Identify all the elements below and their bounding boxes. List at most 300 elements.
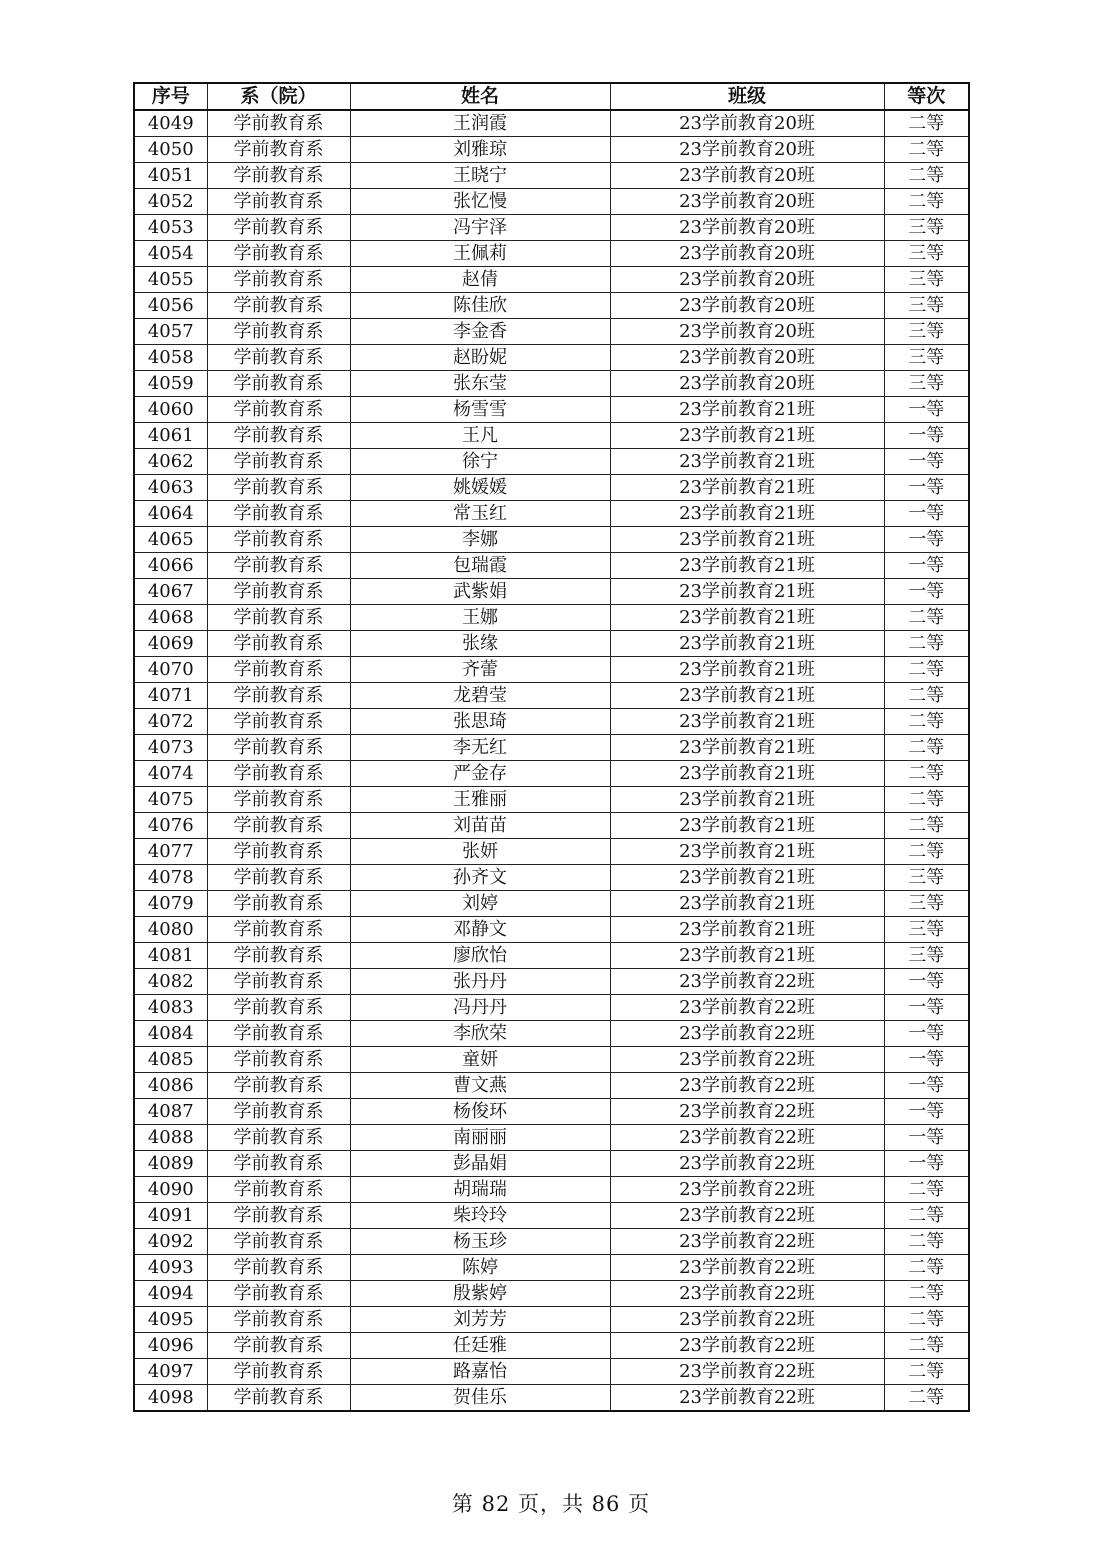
row-index: 4091 — [134, 1203, 207, 1229]
row-grade: 一等 — [884, 475, 969, 501]
row-index: 4098 — [134, 1385, 207, 1412]
row-department: 学前教育系 — [207, 371, 350, 397]
row-grade: 二等 — [884, 761, 969, 787]
row-grade: 一等 — [884, 1021, 969, 1047]
table-row — [134, 319, 969, 345]
row-grade: 二等 — [884, 1203, 969, 1229]
row-name: 刘婷 — [350, 891, 610, 917]
row-grade: 一等 — [884, 527, 969, 553]
row-index: 4063 — [134, 475, 207, 501]
row-class: 23学前教育21班 — [610, 813, 884, 839]
row-name: 张丹丹 — [350, 969, 610, 995]
row-index: 4064 — [134, 501, 207, 527]
row-class: 23学前教育22班 — [610, 1125, 884, 1151]
row-class: 23学前教育20班 — [610, 267, 884, 293]
row-department: 学前教育系 — [207, 657, 350, 683]
row-name: 严金存 — [350, 761, 610, 787]
row-department: 学前教育系 — [207, 553, 350, 579]
row-department: 学前教育系 — [207, 735, 350, 761]
row-grade: 一等 — [884, 553, 969, 579]
header-department: 系（院） — [207, 83, 350, 110]
header-name: 姓名 — [350, 83, 610, 110]
row-class: 23学前教育22班 — [610, 1281, 884, 1307]
row-index: 4090 — [134, 1177, 207, 1203]
table-row — [134, 553, 969, 579]
row-class: 23学前教育22班 — [610, 969, 884, 995]
row-name: 李无红 — [350, 735, 610, 761]
row-index: 4080 — [134, 917, 207, 943]
row-grade: 二等 — [884, 813, 969, 839]
row-department: 学前教育系 — [207, 969, 350, 995]
row-index: 4051 — [134, 163, 207, 189]
row-class: 23学前教育21班 — [610, 449, 884, 475]
row-class: 23学前教育22班 — [610, 995, 884, 1021]
row-name: 杨玉珍 — [350, 1229, 610, 1255]
row-grade: 一等 — [884, 969, 969, 995]
row-class: 23学前教育21班 — [610, 761, 884, 787]
row-department: 学前教育系 — [207, 1203, 350, 1229]
table-row — [134, 969, 969, 995]
row-department: 学前教育系 — [207, 1229, 350, 1255]
row-class: 23学前教育22班 — [610, 1333, 884, 1359]
row-class: 23学前教育21班 — [610, 657, 884, 683]
row-grade: 二等 — [884, 1229, 969, 1255]
table-row — [134, 1151, 969, 1177]
header-index: 序号 — [134, 83, 207, 110]
row-name: 南丽丽 — [350, 1125, 610, 1151]
row-class: 23学前教育21班 — [610, 787, 884, 813]
row-index: 4079 — [134, 891, 207, 917]
row-class: 23学前教育21班 — [610, 553, 884, 579]
table-row — [134, 891, 969, 917]
row-index: 4097 — [134, 1359, 207, 1385]
row-grade: 一等 — [884, 423, 969, 449]
row-grade: 二等 — [884, 709, 969, 735]
row-index: 4071 — [134, 683, 207, 709]
row-class: 23学前教育22班 — [610, 1099, 884, 1125]
row-index: 4095 — [134, 1307, 207, 1333]
row-index: 4072 — [134, 709, 207, 735]
row-class: 23学前教育21班 — [610, 423, 884, 449]
table-row — [134, 449, 969, 475]
row-class: 23学前教育20班 — [610, 110, 884, 137]
row-class: 23学前教育21班 — [610, 943, 884, 969]
row-department: 学前教育系 — [207, 1385, 350, 1412]
row-grade: 二等 — [884, 163, 969, 189]
row-class: 23学前教育20班 — [610, 293, 884, 319]
row-class: 23学前教育21班 — [610, 917, 884, 943]
row-class: 23学前教育22班 — [610, 1021, 884, 1047]
table-row — [134, 501, 969, 527]
row-name: 杨雪雪 — [350, 397, 610, 423]
row-class: 23学前教育22班 — [610, 1229, 884, 1255]
row-department: 学前教育系 — [207, 761, 350, 787]
table-body — [134, 110, 969, 1411]
row-department: 学前教育系 — [207, 605, 350, 631]
table-row — [134, 215, 969, 241]
row-index: 4055 — [134, 267, 207, 293]
table-row — [134, 709, 969, 735]
row-department: 学前教育系 — [207, 501, 350, 527]
award-table — [133, 82, 970, 1412]
row-grade: 一等 — [884, 1073, 969, 1099]
table-row — [134, 293, 969, 319]
row-class: 23学前教育22班 — [610, 1073, 884, 1099]
row-grade: 二等 — [884, 1359, 969, 1385]
row-department: 学前教育系 — [207, 943, 350, 969]
row-name: 胡瑞瑞 — [350, 1177, 610, 1203]
row-department: 学前教育系 — [207, 1151, 350, 1177]
row-index: 4053 — [134, 215, 207, 241]
row-index: 4062 — [134, 449, 207, 475]
row-name: 邓静文 — [350, 917, 610, 943]
row-department: 学前教育系 — [207, 345, 350, 371]
row-grade: 二等 — [884, 839, 969, 865]
row-index: 4058 — [134, 345, 207, 371]
table-row — [134, 1307, 969, 1333]
row-class: 23学前教育21班 — [610, 865, 884, 891]
row-grade: 二等 — [884, 137, 969, 163]
row-name: 殷紫婷 — [350, 1281, 610, 1307]
row-department: 学前教育系 — [207, 1021, 350, 1047]
row-index: 4087 — [134, 1099, 207, 1125]
row-department: 学前教育系 — [207, 267, 350, 293]
row-grade: 一等 — [884, 1125, 969, 1151]
table-row — [134, 579, 969, 605]
row-index: 4065 — [134, 527, 207, 553]
row-class: 23学前教育20班 — [610, 241, 884, 267]
row-index: 4083 — [134, 995, 207, 1021]
row-department: 学前教育系 — [207, 293, 350, 319]
row-grade: 二等 — [884, 189, 969, 215]
table-row — [134, 267, 969, 293]
row-department: 学前教育系 — [207, 1177, 350, 1203]
row-grade: 一等 — [884, 995, 969, 1021]
row-class: 23学前教育22班 — [610, 1359, 884, 1385]
row-grade: 三等 — [884, 345, 969, 371]
table-row — [134, 189, 969, 215]
table-row — [134, 1177, 969, 1203]
row-name: 廖欣怡 — [350, 943, 610, 969]
row-class: 23学前教育21班 — [610, 475, 884, 501]
row-class: 23学前教育20班 — [610, 163, 884, 189]
row-class: 23学前教育22班 — [610, 1151, 884, 1177]
row-department: 学前教育系 — [207, 1333, 350, 1359]
row-index: 4084 — [134, 1021, 207, 1047]
row-department: 学前教育系 — [207, 397, 350, 423]
row-department: 学前教育系 — [207, 1281, 350, 1307]
table-row — [134, 241, 969, 267]
row-department: 学前教育系 — [207, 995, 350, 1021]
row-department: 学前教育系 — [207, 137, 350, 163]
table-row — [134, 1229, 969, 1255]
header-class: 班级 — [610, 83, 884, 110]
table-row — [134, 397, 969, 423]
row-index: 4054 — [134, 241, 207, 267]
row-index: 4096 — [134, 1333, 207, 1359]
table-row — [134, 1203, 969, 1229]
row-index: 4082 — [134, 969, 207, 995]
row-grade: 一等 — [884, 501, 969, 527]
row-name: 王润霞 — [350, 110, 610, 137]
row-name: 李金香 — [350, 319, 610, 345]
row-index: 4056 — [134, 293, 207, 319]
row-name: 路嘉怡 — [350, 1359, 610, 1385]
row-department: 学前教育系 — [207, 1073, 350, 1099]
table-row — [134, 345, 969, 371]
row-class: 23学前教育20班 — [610, 215, 884, 241]
row-index: 4060 — [134, 397, 207, 423]
row-department: 学前教育系 — [207, 475, 350, 501]
table-row — [134, 735, 969, 761]
row-class: 23学前教育22班 — [610, 1385, 884, 1412]
row-class: 23学前教育22班 — [610, 1177, 884, 1203]
table-row — [134, 1255, 969, 1281]
row-name: 张东莹 — [350, 371, 610, 397]
header-grade: 等次 — [884, 83, 969, 110]
row-grade: 二等 — [884, 657, 969, 683]
row-department: 学前教育系 — [207, 527, 350, 553]
row-index: 4092 — [134, 1229, 207, 1255]
row-grade: 二等 — [884, 1307, 969, 1333]
row-grade: 三等 — [884, 371, 969, 397]
table-row — [134, 787, 969, 813]
row-name: 姚媛媛 — [350, 475, 610, 501]
row-name: 徐宁 — [350, 449, 610, 475]
row-class: 23学前教育21班 — [610, 397, 884, 423]
row-grade: 一等 — [884, 1047, 969, 1073]
row-name: 赵倩 — [350, 267, 610, 293]
row-grade: 二等 — [884, 1385, 969, 1412]
row-name: 童妍 — [350, 1047, 610, 1073]
row-index: 4075 — [134, 787, 207, 813]
row-index: 4070 — [134, 657, 207, 683]
row-department: 学前教育系 — [207, 1099, 350, 1125]
row-name: 李欣荣 — [350, 1021, 610, 1047]
row-class: 23学前教育21班 — [610, 709, 884, 735]
row-name: 张思琦 — [350, 709, 610, 735]
row-name: 任廷雅 — [350, 1333, 610, 1359]
page-number: 第 82 页，共 86 页 — [451, 1492, 651, 1516]
row-index: 4052 — [134, 189, 207, 215]
row-index: 4073 — [134, 735, 207, 761]
row-name: 武紫娟 — [350, 579, 610, 605]
row-index: 4077 — [134, 839, 207, 865]
row-grade: 二等 — [884, 787, 969, 813]
row-grade: 二等 — [884, 1177, 969, 1203]
row-class: 23学前教育21班 — [610, 579, 884, 605]
row-grade: 二等 — [884, 110, 969, 137]
row-department: 学前教育系 — [207, 423, 350, 449]
row-name: 刘苗苗 — [350, 813, 610, 839]
row-class: 23学前教育21班 — [610, 605, 884, 631]
row-index: 4088 — [134, 1125, 207, 1151]
table-row — [134, 657, 969, 683]
row-department: 学前教育系 — [207, 1047, 350, 1073]
table-row — [134, 1021, 969, 1047]
row-name: 王娜 — [350, 605, 610, 631]
row-name: 柴玲玲 — [350, 1203, 610, 1229]
row-index: 4089 — [134, 1151, 207, 1177]
row-index: 4074 — [134, 761, 207, 787]
row-name: 冯宇泽 — [350, 215, 610, 241]
row-index: 4059 — [134, 371, 207, 397]
row-index: 4061 — [134, 423, 207, 449]
row-name: 杨俊环 — [350, 1099, 610, 1125]
row-grade: 一等 — [884, 1099, 969, 1125]
row-class: 23学前教育21班 — [610, 501, 884, 527]
table-row — [134, 995, 969, 1021]
row-name: 彭晶娟 — [350, 1151, 610, 1177]
row-index: 4068 — [134, 605, 207, 631]
row-grade: 二等 — [884, 605, 969, 631]
row-grade: 三等 — [884, 267, 969, 293]
row-class: 23学前教育21班 — [610, 527, 884, 553]
row-grade: 一等 — [884, 397, 969, 423]
row-department: 学前教育系 — [207, 813, 350, 839]
row-name: 王凡 — [350, 423, 610, 449]
row-class: 23学前教育22班 — [610, 1047, 884, 1073]
row-department: 学前教育系 — [207, 1125, 350, 1151]
row-grade: 三等 — [884, 293, 969, 319]
row-department: 学前教育系 — [207, 865, 350, 891]
row-name: 孙齐文 — [350, 865, 610, 891]
header-row — [134, 83, 969, 110]
row-department: 学前教育系 — [207, 1359, 350, 1385]
table-row — [134, 631, 969, 657]
row-index: 4094 — [134, 1281, 207, 1307]
row-grade: 三等 — [884, 943, 969, 969]
row-department: 学前教育系 — [207, 449, 350, 475]
row-department: 学前教育系 — [207, 631, 350, 657]
row-grade: 二等 — [884, 1255, 969, 1281]
table-row — [134, 813, 969, 839]
row-index: 4093 — [134, 1255, 207, 1281]
table-row — [134, 475, 969, 501]
table-row — [134, 865, 969, 891]
table-row — [134, 839, 969, 865]
row-name: 王雅丽 — [350, 787, 610, 813]
row-class: 23学前教育20班 — [610, 345, 884, 371]
row-name: 王晓宁 — [350, 163, 610, 189]
row-index: 4057 — [134, 319, 207, 345]
row-name: 王佩莉 — [350, 241, 610, 267]
row-grade: 一等 — [884, 449, 969, 475]
row-department: 学前教育系 — [207, 579, 350, 605]
row-name: 齐蕾 — [350, 657, 610, 683]
table-row — [134, 683, 969, 709]
row-department: 学前教育系 — [207, 683, 350, 709]
row-class: 23学前教育22班 — [610, 1307, 884, 1333]
row-name: 刘雅琼 — [350, 137, 610, 163]
row-name: 冯丹丹 — [350, 995, 610, 1021]
row-grade: 二等 — [884, 735, 969, 761]
row-class: 23学前教育21班 — [610, 891, 884, 917]
table-row — [134, 761, 969, 787]
row-department: 学前教育系 — [207, 241, 350, 267]
row-index: 4078 — [134, 865, 207, 891]
row-department: 学前教育系 — [207, 917, 350, 943]
row-grade: 三等 — [884, 215, 969, 241]
table-row — [134, 163, 969, 189]
row-name: 张缘 — [350, 631, 610, 657]
row-name: 张忆慢 — [350, 189, 610, 215]
table-row — [134, 371, 969, 397]
row-department: 学前教育系 — [207, 319, 350, 345]
table-row — [134, 137, 969, 163]
row-name: 张妍 — [350, 839, 610, 865]
row-name: 龙碧莹 — [350, 683, 610, 709]
row-name: 刘芳芳 — [350, 1307, 610, 1333]
row-grade: 三等 — [884, 865, 969, 891]
row-class: 23学前教育22班 — [610, 1203, 884, 1229]
row-name: 贺佳乐 — [350, 1385, 610, 1412]
row-department: 学前教育系 — [207, 163, 350, 189]
row-grade: 三等 — [884, 917, 969, 943]
row-class: 23学前教育20班 — [610, 319, 884, 345]
row-class: 23学前教育20班 — [610, 189, 884, 215]
row-index: 4067 — [134, 579, 207, 605]
row-department: 学前教育系 — [207, 189, 350, 215]
table-row — [134, 1359, 969, 1385]
table-row — [134, 917, 969, 943]
table-row — [134, 1073, 969, 1099]
row-grade: 三等 — [884, 241, 969, 267]
table-header — [134, 83, 969, 110]
row-name: 包瑞霞 — [350, 553, 610, 579]
row-grade: 一等 — [884, 1151, 969, 1177]
row-index: 4049 — [134, 110, 207, 137]
row-name: 赵盼妮 — [350, 345, 610, 371]
row-department: 学前教育系 — [207, 1255, 350, 1281]
row-grade: 一等 — [884, 579, 969, 605]
row-class: 23学前教育20班 — [610, 137, 884, 163]
table-row — [134, 605, 969, 631]
table-row — [134, 943, 969, 969]
row-class: 23学前教育21班 — [610, 735, 884, 761]
row-index: 4066 — [134, 553, 207, 579]
row-index: 4050 — [134, 137, 207, 163]
row-index: 4069 — [134, 631, 207, 657]
table-row — [134, 1125, 969, 1151]
row-name: 李娜 — [350, 527, 610, 553]
row-index: 4085 — [134, 1047, 207, 1073]
table-row — [134, 1333, 969, 1359]
row-class: 23学前教育20班 — [610, 371, 884, 397]
table-row — [134, 1281, 969, 1307]
table-row — [134, 110, 969, 137]
row-index: 4086 — [134, 1073, 207, 1099]
table-row — [134, 1047, 969, 1073]
table-row — [134, 527, 969, 553]
row-grade: 二等 — [884, 631, 969, 657]
row-index: 4081 — [134, 943, 207, 969]
row-department: 学前教育系 — [207, 839, 350, 865]
row-grade: 二等 — [884, 1333, 969, 1359]
table-row — [134, 1385, 969, 1412]
row-name: 曹文燕 — [350, 1073, 610, 1099]
row-grade: 二等 — [884, 1281, 969, 1307]
row-department: 学前教育系 — [207, 1307, 350, 1333]
row-class: 23学前教育21班 — [610, 683, 884, 709]
row-department: 学前教育系 — [207, 215, 350, 241]
row-class: 23学前教育21班 — [610, 839, 884, 865]
row-grade: 三等 — [884, 319, 969, 345]
row-department: 学前教育系 — [207, 110, 350, 137]
row-department: 学前教育系 — [207, 891, 350, 917]
row-department: 学前教育系 — [207, 709, 350, 735]
row-name: 陈佳欣 — [350, 293, 610, 319]
